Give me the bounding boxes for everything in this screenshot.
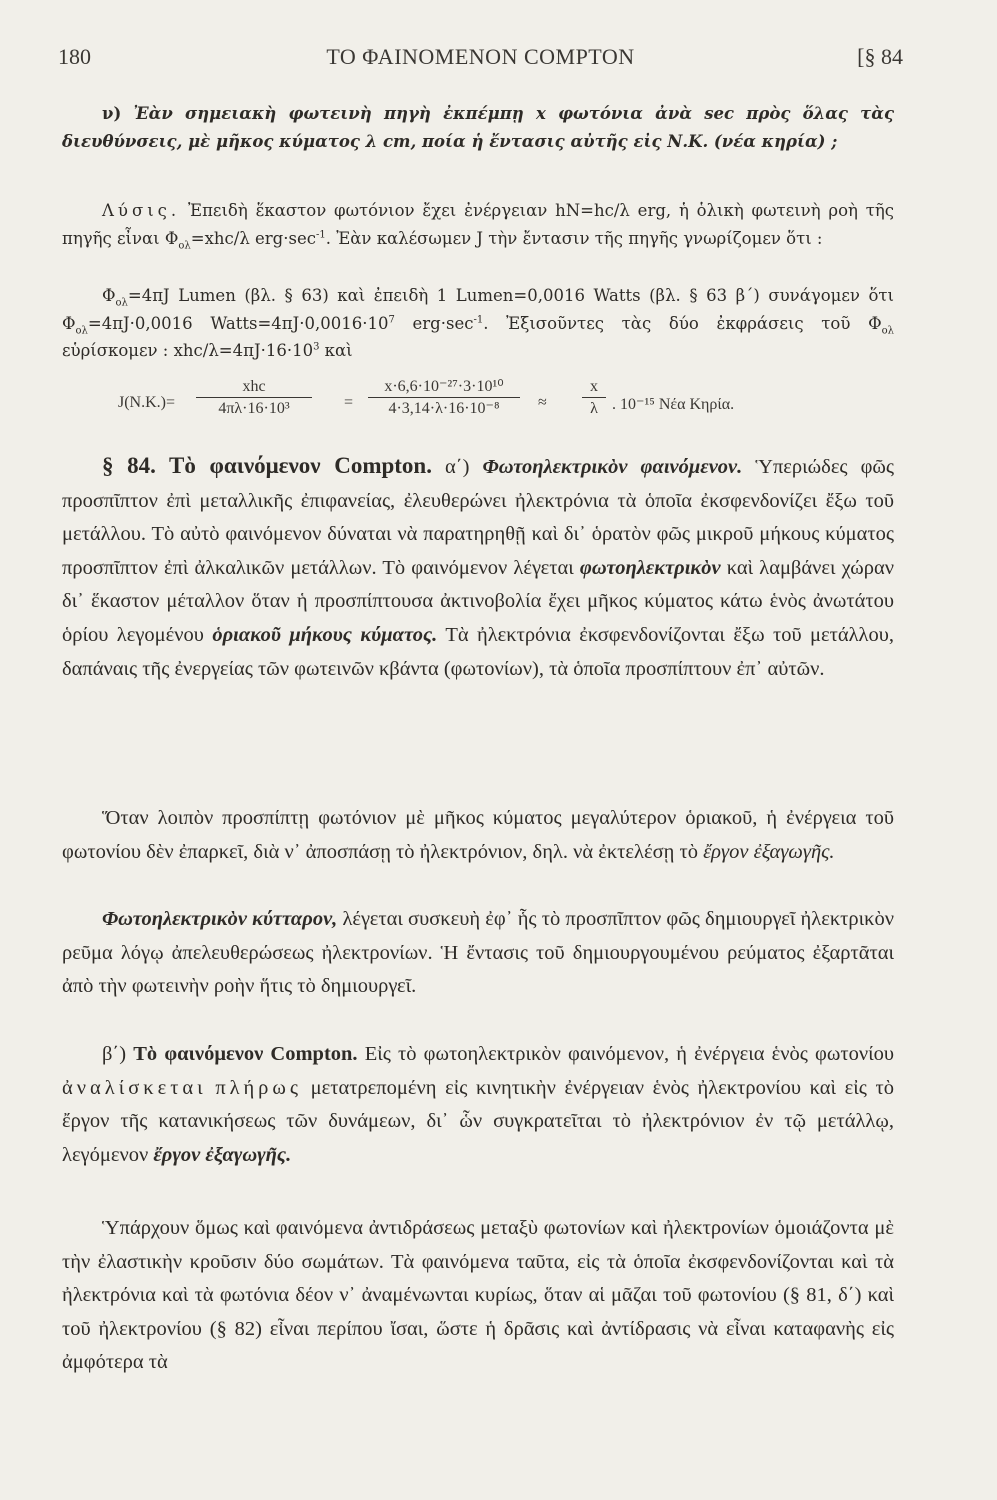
subsection-b-label: β΄) [102, 1043, 127, 1065]
page-header [58, 44, 903, 74]
section-reference: [§ 84 [857, 44, 903, 69]
subsection-b-title: Τὸ φαινόμενον Compton. [133, 1043, 358, 1065]
running-title: ΤΟ ΦΑΙΝΟΜΕΝΟΝ COMPTON [326, 44, 635, 69]
formula-tail: . 10⁻¹⁵ Νέα Κηρία. [612, 396, 735, 413]
fraction-3-denominator: λ [590, 400, 598, 417]
fraction-1-numerator: xhc [196, 377, 312, 398]
fraction-1-denominator: 4πλ·16·10³ [218, 400, 290, 417]
fraction-3 [582, 377, 606, 420]
subscript: ολ [75, 324, 88, 336]
term-threshold-wavelength: ὁριακοῦ μήκους κύματος. [212, 623, 438, 646]
subsection-a-label: α΄) [445, 456, 470, 478]
subscript: ολ [115, 297, 128, 309]
spaced-word: πλήρως [215, 1076, 302, 1099]
subscript: ολ [178, 239, 191, 251]
solution-paragraph-1 [62, 197, 894, 252]
section-number: § 84. [102, 453, 156, 478]
solution-text: καὶ [319, 341, 353, 360]
body-text: μετατρεπομένη εἰς κινητικὴν ἐνέργειαν ἑνὸς ἠλεκτρονίου καὶ εἰς τὸ ἔργον τῆς κατανικήσεως τῶν δυνάμεων, δι᾽ ὧν συγκρατεῖται τὸ ἠλεκτρόνιον ἐν τῷ μετάλλῳ, λεγόμενον [62, 1076, 895, 1166]
superscript: 7 [388, 314, 395, 325]
superscript: -1 [315, 229, 326, 240]
body-text: Ὑπάρχουν ὅμως καὶ φαινόμενα ἀντιδράσεως μεταξὺ φωτονίων καὶ ἠλεκτρονίων ὁμοιάζοντα μὲ τὴν ἐλαστικὴν κροῦσιν δύο σωμάτων. Τὰ φαινόμενα ταῦτα, εἰς τὰ ὁποῖα ἐκσφενδονίζονται καὶ τὰ ἠλεκτρόνια καὶ τὰ φωτόνια δέον ν᾽ ἀναμένωνται κυρίως, ὅταν αἱ μᾶζαι τοῦ φωτονίου (§ 81, δ΄) καὶ τοῦ ἠλεκτρονίου (§ 82) εἶναι περίπου ἴσαι, ὥστε ἡ δρᾶσις καὶ ἀντίδρασις νὰ εἶναι καταφανὴς εἰς ἀμφότερα τὰ [62, 1217, 894, 1374]
term-work-function: ἔργον ἐξαγωγῆς. [703, 840, 835, 863]
intensity-formula [118, 377, 838, 433]
solution-text: . Ἐὰν καλέσωμεν J τὴν ἔντασιν τῆς πηγῆς γνωρίζομεν ὅτι : [325, 228, 823, 248]
term-photocell: Φωτοηλεκτρικὸν κύτταρον, [102, 908, 338, 930]
solution-text: erg·sec [394, 313, 474, 333]
problem-label: ν) [102, 104, 134, 123]
section-title: Τὸ φαινόμενον Compton. [169, 453, 432, 478]
solution-paragraph-2 [62, 282, 894, 365]
solution-text: εὑρίσκομεν : xhc/λ=4πJ·16·10 [62, 341, 314, 360]
body-text: λέγεται συσκευὴ ἐφ᾽ ἧς τὸ προσπῖπτον φῶς δημιουργεῖ ἠλεκτρικὸν ρεῦμα λόγῳ ἀπελευθερώσεως ἠλεκτρονίων. Ἡ ἔντασις τοῦ δημιουργουμένου ρεύματος ἐξαρτᾶται ἀπὸ τὴν φωτεινὴν ροὴν ἥτις τὸ δημιουργεῖ. [62, 908, 894, 998]
solution-text: =4πJ·0,0016 Watts=4πJ·0,0016·10 [87, 313, 389, 333]
fraction-3-numerator: x [582, 377, 606, 398]
subsection-a-title: Φωτοηλεκτρικὸν φαινόμενον. [482, 456, 743, 478]
body-text: Τὰ ἠλεκτρόνια ἐκσφενδονίζονται ἔξω τοῦ μετάλλου, δαπάναις τῆς ἐνεργείας τῶν φωτεινῶν κβάντα (φωτονίων), τὰ ὁποῖα προσπίπτουν ἐπ᾽ αὐτῶν. [62, 623, 894, 680]
fraction-2-denominator: 4·3,14·λ·16·10⁻⁸ [388, 400, 500, 417]
body-text: Ὑπεριώδες φῶς προσπῖπτον ἐπὶ μεταλλικῆς ἐπιφανείας, ἐλευθερώνει ἠλεκτρόνια τὰ ὁποῖα ἐκσφενδονίζει ἔξω τοῦ μετάλλου. Τὸ αὐτὸ φαινόμενον δύναται νὰ παρατηρηθῇ καὶ δι᾽ ὁρατὸν φῶς μικροῦ μήκους κύματος προσπῖπτον ἐπὶ ἀλκαλικῶν μετάλλων. Τὸ φαινόμενον λέγεται [62, 456, 895, 579]
solution-text: Φ [102, 286, 116, 305]
term-work-function: ἔργον ἐξαγωγῆς. [153, 1143, 292, 1166]
equals-sign: = [344, 394, 354, 411]
section-84-paragraph-2 [62, 802, 894, 869]
solution-text: Ἐπειδὴ ἕκαστον φωτόνιον ἔχει ἐνέργειαν hN=hc/λ erg, ἡ ὁλικὴ φωτεινὴ ροὴ τῆς πηγῆς εἶναι Φ [62, 201, 894, 248]
fraction-2-numerator: x·6,6·10⁻²⁷·3·10¹⁰ [368, 377, 520, 398]
superscript: 3 [313, 341, 320, 353]
body-text: καὶ λαμβάνει χώραν δι᾽ ἕκαστον μέταλλον ὅταν ἡ προσπίπτουσα ἀκτινοβολία ἔχει μῆκος κύματος κάτω ἑνὸς ἀνωτάτου ὁρίου λεγομένου [62, 556, 894, 646]
page-number: 180 [58, 44, 91, 69]
solution-text: =4πJ Lumen (βλ. § 63) καὶ ἐπειδὴ 1 Lumen=0,0016 Watts (βλ. § 63 β΄) συνάγομεν ὅτι Φ [62, 286, 894, 333]
problem-statement [62, 100, 894, 155]
section-84-paragraph-4 [62, 1038, 894, 1172]
problem-text: Ἐὰν σημειακὴ φωτεινὴ πηγὴ ἐκπέμπῃ x φωτόνια ἀνὰ sec πρὸς ὅλας τὰς διευθύνσεις, μὲ μῆκος κύματος λ cm, ποία ἡ ἔντασις αὐτῆς εἰς Ν.Κ. (νέα κηρία) ; [62, 104, 895, 151]
spaced-word: ἀναλίσκεται [62, 1076, 207, 1099]
formula-lhs: J(N.K.)= [118, 394, 176, 411]
approx-sign: ≈ [538, 394, 547, 411]
subscript: ολ [881, 324, 894, 336]
superscript: -1 [473, 314, 484, 325]
body-text: Ὅταν λοιπὸν προσπίπτῃ φωτόνιον μὲ μῆκος κύματος μεγαλύτερον ὁριακοῦ, ἡ ἐνέργεια τοῦ φωτονίου δὲν ἐπαρκεῖ, διὰ ν᾽ ἀποσπάσῃ τὸ ἠλεκτρόνιον, δηλ. νὰ ἐκτελέσῃ τὸ [62, 807, 894, 863]
section-84-paragraph-3 [62, 903, 894, 1004]
term-photoelectric: φωτοηλεκτρικὸν [579, 556, 721, 579]
solution-text: . Ἐξισοῦντες τὰς δύο ἐκφράσεις τοῦ Φ [483, 313, 882, 333]
fraction-2 [368, 377, 520, 420]
fraction-1 [196, 377, 312, 420]
solution-label: Λύσις. [102, 201, 181, 220]
body-text: Εἰς τὸ φωτοηλεκτρικὸν φαινόμενον, ἡ ἐνέργεια ἑνὸς φωτονίου [357, 1043, 895, 1065]
solution-text: =xhc/λ erg·sec [190, 228, 316, 248]
section-84-paragraph-1 [62, 449, 894, 686]
section-84-paragraph-5 [62, 1212, 894, 1380]
